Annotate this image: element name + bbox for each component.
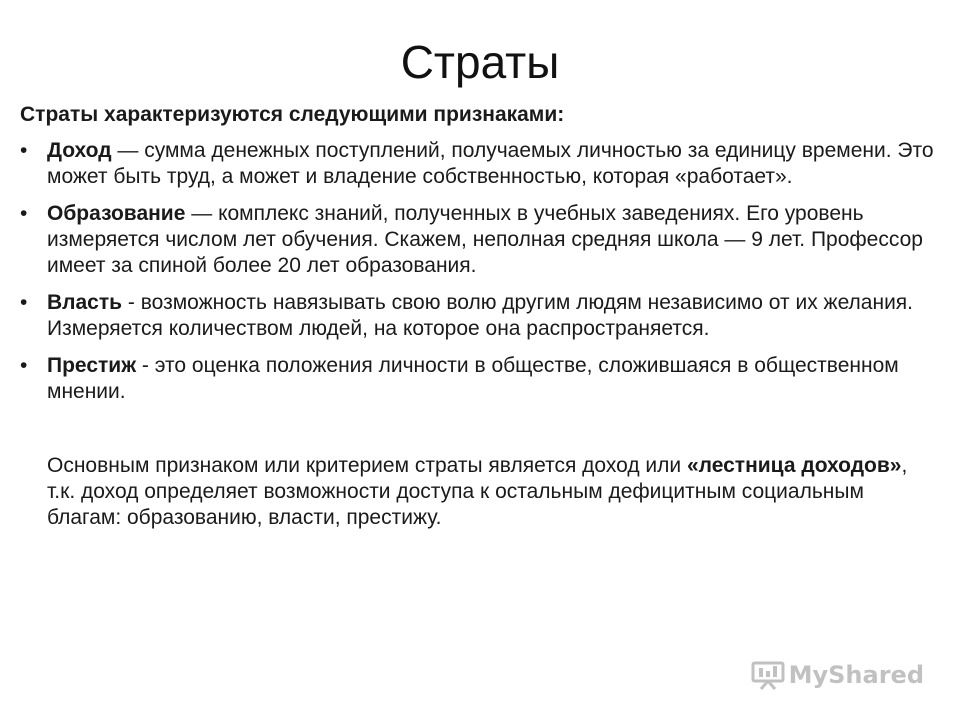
closing-after: , т.к. доход определяет возможности доступа к остальным дефицитным социальным благам: образованию, власти, престижу. [47, 454, 908, 529]
definition-prestige: - это оценка положения личности в обществе, сложившаяся в общественном мнении. [47, 354, 899, 403]
definition-income: — сумма денежных поступлений, получаемых личностью за единицу времени. Это может быть труд, а может и владение собственностью, которая «работает». [47, 139, 934, 188]
definition-education: — комплекс знаний, полученных в учебных заведениях. Его уровень измеряется числом лет обучения. Скажем, неполная средняя школа — 9 лет. Профессор имеет за спиной более 20 лет образования. [47, 202, 923, 277]
term-power: Власть [47, 291, 123, 314]
slide-content [20, 102, 935, 531]
closing-paragraph [47, 453, 935, 531]
watermark-text: MyShared [788, 661, 924, 689]
definition-power: - возможность навязывать свою волю другим людям независимо от их желания. Измеряется количеством людей, на которое она распространяется. [47, 291, 914, 340]
slide-title: Страты [400, 36, 560, 88]
intro-text: Страты характеризуются следующими признаками: [20, 103, 565, 126]
list-item-power [20, 290, 935, 342]
term-prestige: Престиж [47, 354, 137, 377]
bullet-icon: • [20, 139, 28, 162]
list-item-income [20, 138, 935, 190]
bullet-icon: • [20, 202, 28, 225]
term-education: Образование [47, 202, 186, 225]
bullet-icon: • [20, 354, 28, 377]
projector-screen-icon [751, 660, 785, 690]
watermark [751, 660, 924, 690]
closing-before: Основным признаком или критерием страты является доход или [47, 454, 687, 477]
list-item-education [20, 201, 935, 279]
bullet-icon: • [20, 291, 28, 314]
closing-strong: «лестница доходов» [686, 454, 902, 477]
criteria-list [20, 138, 935, 405]
term-income: Доход [47, 139, 112, 162]
list-item-prestige [20, 353, 935, 405]
